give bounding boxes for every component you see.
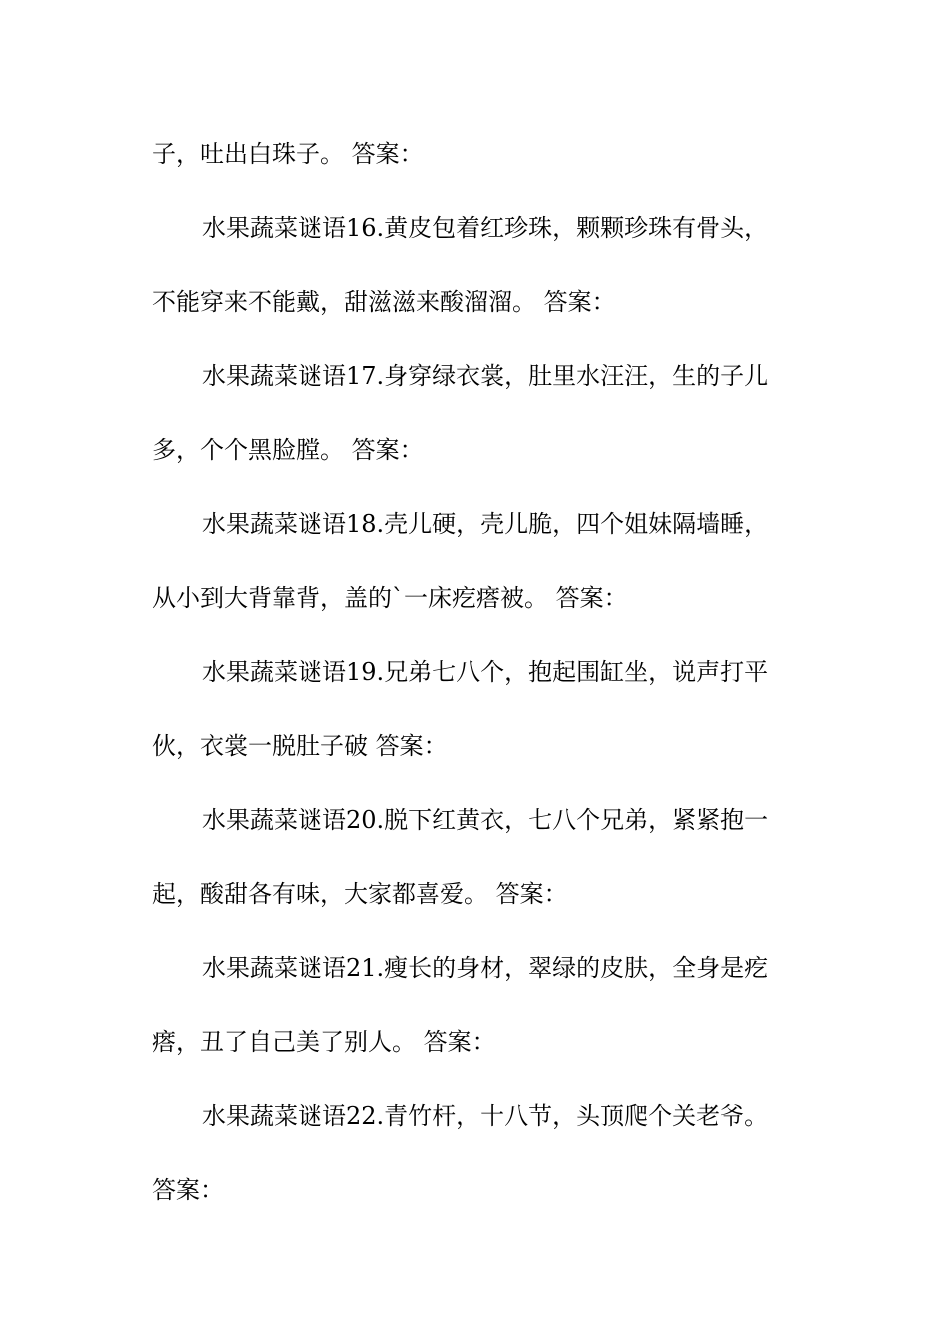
riddle-22-line-1: 水果蔬菜谜语22.青竹杆，十八节，头顶爬个关老爷。 xyxy=(202,1102,769,1130)
riddle-22-line-2: 答案： xyxy=(152,1176,224,1204)
riddle-16-line-2: 不能穿来不能戴，甜滋滋来酸溜溜。 答案： xyxy=(152,288,616,316)
riddle-19-line-1: 水果蔬菜谜语19.兄弟七八个，抱起围缸坐，说声打平 xyxy=(202,658,769,686)
riddle-text-body xyxy=(152,130,812,1240)
riddle-21-line-2: 瘩，丑了自己美了别人。 答案： xyxy=(152,1028,496,1056)
riddle-20-line-2: 起，酸甜各有味，大家都喜爱。 答案： xyxy=(152,880,568,908)
riddle-18-line-2: 从小到大背靠背，盖的`一床疙瘩被。 答案： xyxy=(152,584,628,612)
riddle-19-line-2: 伙，衣裳一脱肚子破 答案： xyxy=(152,732,448,760)
riddle-17-line-2: 多，个个黑脸膛。 答案： xyxy=(152,436,424,464)
riddle-17-line-1: 水果蔬菜谜语17.身穿绿衣裳，肚里水汪汪，生的子儿 xyxy=(202,362,769,390)
riddle-21-line-1: 水果蔬菜谜语21.瘦长的身材，翠绿的皮肤，全身是疙 xyxy=(202,954,769,982)
riddle-15-continuation: 子，吐出白珠子。 答案： xyxy=(152,140,424,168)
riddle-20-line-1: 水果蔬菜谜语20.脱下红黄衣，七八个兄弟，紧紧抱一 xyxy=(202,806,769,834)
riddle-18-line-1: 水果蔬菜谜语18.壳儿硬，壳儿脆，四个姐妹隔墙睡， xyxy=(202,510,769,538)
riddle-16-line-1: 水果蔬菜谜语16.黄皮包着红珍珠，颗颗珍珠有骨头， xyxy=(202,214,769,242)
